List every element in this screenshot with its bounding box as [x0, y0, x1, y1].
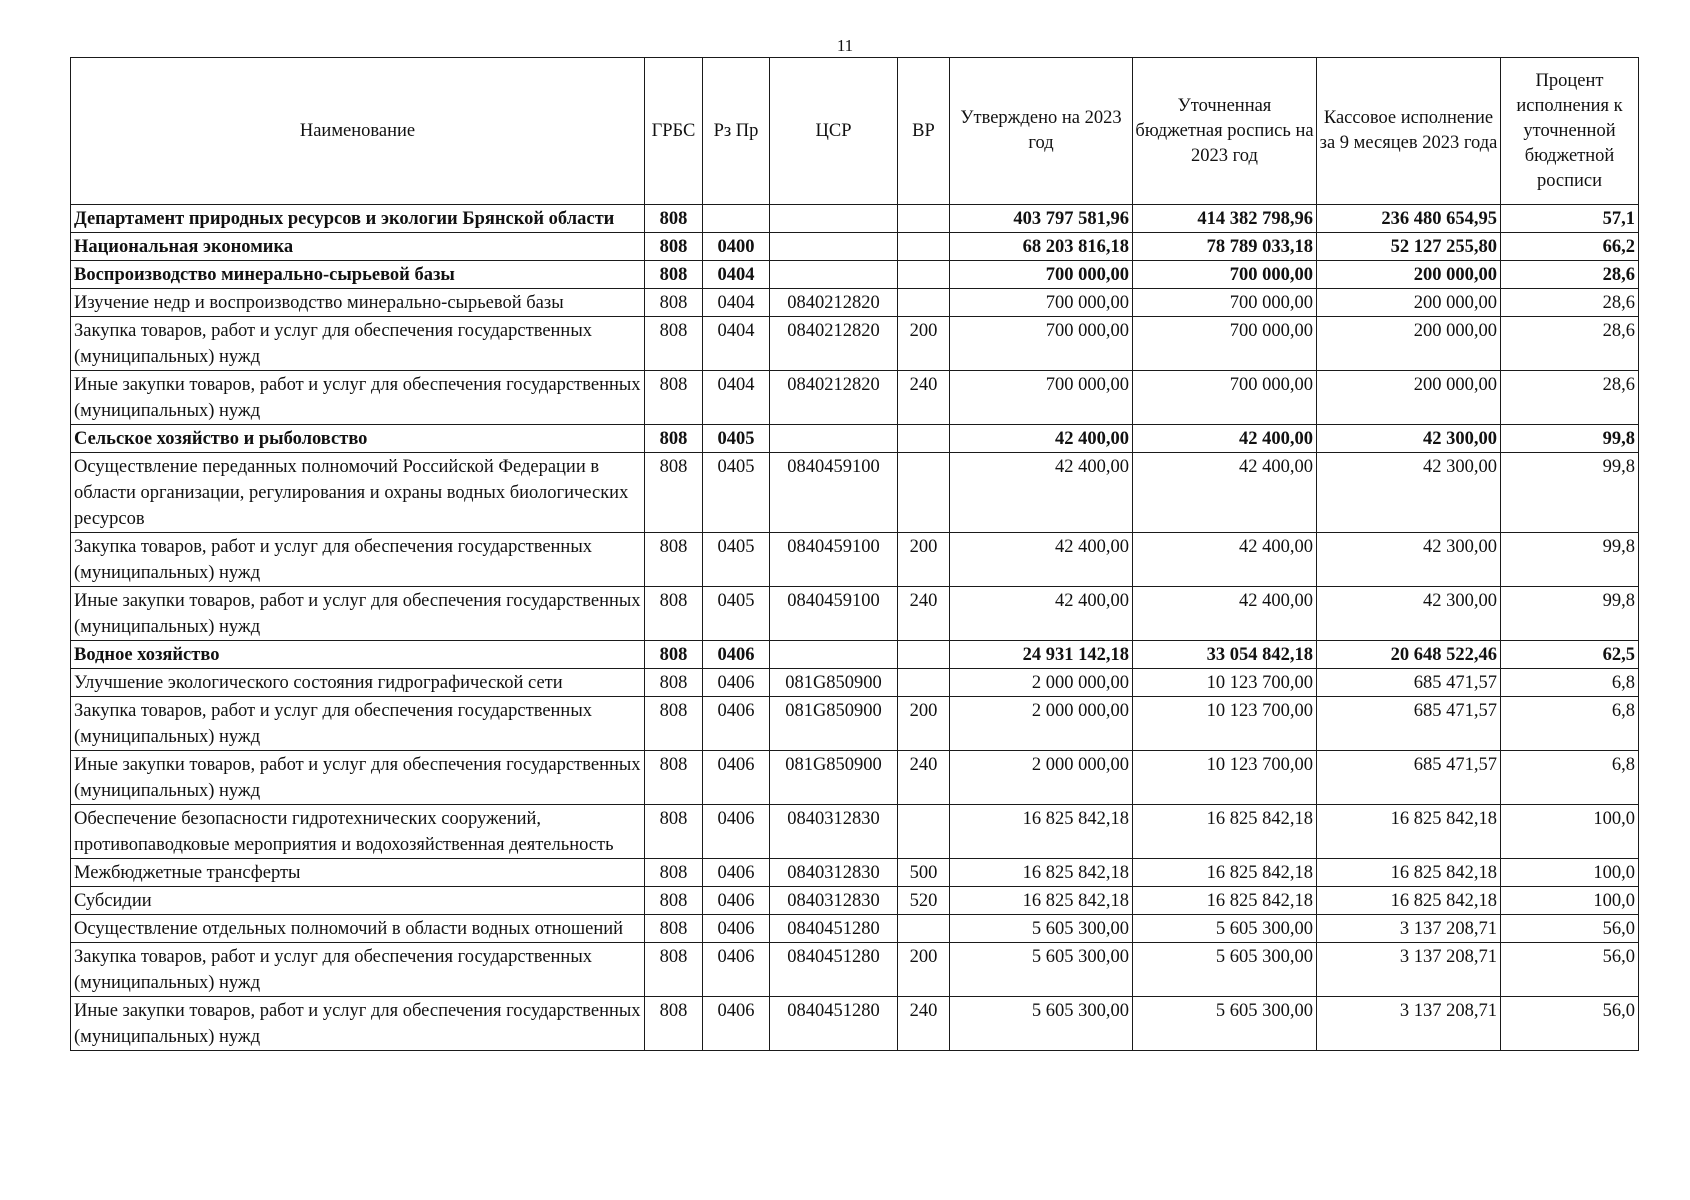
vr-cell [898, 425, 950, 453]
name-cell: Закупка товаров, работ и услуг для обеспечения государственных (муниципальных) нужд [71, 533, 645, 587]
grbs-cell: 808 [645, 233, 703, 261]
col-percent-header: Процент исполнения к уточненной бюджетной росписи [1501, 58, 1639, 205]
percent-cell: 6,8 [1501, 751, 1639, 805]
refined-cell: 42 400,00 [1133, 587, 1317, 641]
vr-cell: 520 [898, 887, 950, 915]
refined-cell: 5 605 300,00 [1133, 997, 1317, 1051]
csr-cell [770, 205, 898, 233]
approved-cell: 42 400,00 [950, 587, 1133, 641]
name-cell: Осуществление отдельных полномочий в области водных отношений [71, 915, 645, 943]
approved-cell: 2 000 000,00 [950, 669, 1133, 697]
vr-cell [898, 261, 950, 289]
percent-cell: 62,5 [1501, 641, 1639, 669]
grbs-cell: 808 [645, 371, 703, 425]
rzpr-cell: 0406 [703, 997, 770, 1051]
refined-cell: 700 000,00 [1133, 261, 1317, 289]
table-row [71, 669, 1639, 697]
cash-cell: 3 137 208,71 [1317, 915, 1501, 943]
vr-cell: 240 [898, 371, 950, 425]
name-cell: Иные закупки товаров, работ и услуг для обеспечения государственных (муниципальных) нужд [71, 371, 645, 425]
grbs-cell: 808 [645, 453, 703, 533]
vr-cell [898, 805, 950, 859]
rzpr-cell: 0405 [703, 453, 770, 533]
percent-cell: 100,0 [1501, 805, 1639, 859]
vr-cell: 200 [898, 533, 950, 587]
rzpr-cell: 0406 [703, 915, 770, 943]
refined-cell: 16 825 842,18 [1133, 887, 1317, 915]
csr-cell: 0840451280 [770, 997, 898, 1051]
percent-cell: 56,0 [1501, 943, 1639, 997]
refined-cell: 5 605 300,00 [1133, 915, 1317, 943]
name-cell: Сельское хозяйство и рыболовство [71, 425, 645, 453]
table-row [71, 805, 1639, 859]
csr-cell [770, 261, 898, 289]
col-grbs-header: ГРБС [645, 58, 703, 205]
refined-cell: 16 825 842,18 [1133, 859, 1317, 887]
grbs-cell: 808 [645, 887, 703, 915]
percent-cell: 56,0 [1501, 997, 1639, 1051]
csr-cell: 0840212820 [770, 371, 898, 425]
percent-cell: 99,8 [1501, 533, 1639, 587]
cash-cell: 52 127 255,80 [1317, 233, 1501, 261]
rzpr-cell: 0405 [703, 425, 770, 453]
table-row [71, 533, 1639, 587]
vr-cell [898, 233, 950, 261]
csr-cell: 0840459100 [770, 533, 898, 587]
table-row [71, 317, 1639, 371]
approved-cell: 5 605 300,00 [950, 915, 1133, 943]
grbs-cell: 808 [645, 943, 703, 997]
header-row [71, 58, 1639, 205]
approved-cell: 2 000 000,00 [950, 751, 1133, 805]
grbs-cell: 808 [645, 641, 703, 669]
table-body [71, 205, 1639, 1051]
rzpr-cell: 0406 [703, 669, 770, 697]
csr-cell: 0840459100 [770, 587, 898, 641]
vr-cell [898, 205, 950, 233]
approved-cell: 5 605 300,00 [950, 943, 1133, 997]
cash-cell: 42 300,00 [1317, 425, 1501, 453]
table-row [71, 887, 1639, 915]
csr-cell [770, 425, 898, 453]
refined-cell: 414 382 798,96 [1133, 205, 1317, 233]
csr-cell: 0840212820 [770, 289, 898, 317]
cash-cell: 200 000,00 [1317, 261, 1501, 289]
approved-cell: 5 605 300,00 [950, 997, 1133, 1051]
rzpr-cell: 0405 [703, 533, 770, 587]
cash-cell: 42 300,00 [1317, 587, 1501, 641]
refined-cell: 78 789 033,18 [1133, 233, 1317, 261]
refined-cell: 700 000,00 [1133, 317, 1317, 371]
csr-cell: 081G850900 [770, 669, 898, 697]
name-cell: Департамент природных ресурсов и экологии Брянской области [71, 205, 645, 233]
grbs-cell: 808 [645, 751, 703, 805]
rzpr-cell: 0406 [703, 805, 770, 859]
cash-cell: 200 000,00 [1317, 317, 1501, 371]
name-cell: Улучшение экологического состояния гидрографической сети [71, 669, 645, 697]
csr-cell: 0840451280 [770, 943, 898, 997]
rzpr-cell: 0406 [703, 697, 770, 751]
col-csr-header: ЦСР [770, 58, 898, 205]
approved-cell: 16 825 842,18 [950, 859, 1133, 887]
approved-cell: 700 000,00 [950, 371, 1133, 425]
col-cash-header: Кассовое исполнение за 9 месяцев 2023 года [1317, 58, 1501, 205]
cash-cell: 16 825 842,18 [1317, 887, 1501, 915]
refined-cell: 10 123 700,00 [1133, 751, 1317, 805]
rzpr-cell: 0400 [703, 233, 770, 261]
approved-cell: 16 825 842,18 [950, 887, 1133, 915]
vr-cell: 240 [898, 751, 950, 805]
vr-cell: 200 [898, 943, 950, 997]
name-cell: Иные закупки товаров, работ и услуг для обеспечения государственных (муниципальных) нужд [71, 751, 645, 805]
grbs-cell: 808 [645, 425, 703, 453]
table-row [71, 997, 1639, 1051]
cash-cell: 16 825 842,18 [1317, 859, 1501, 887]
approved-cell: 700 000,00 [950, 317, 1133, 371]
cash-cell: 20 648 522,46 [1317, 641, 1501, 669]
refined-cell: 5 605 300,00 [1133, 943, 1317, 997]
grbs-cell: 808 [645, 697, 703, 751]
table-row [71, 289, 1639, 317]
budget-table [70, 57, 1639, 1051]
name-cell: Иные закупки товаров, работ и услуг для обеспечения государственных (муниципальных) нужд [71, 587, 645, 641]
name-cell: Иные закупки товаров, работ и услуг для обеспечения государственных (муниципальных) нужд [71, 997, 645, 1051]
cash-cell: 685 471,57 [1317, 669, 1501, 697]
csr-cell: 0840459100 [770, 453, 898, 533]
grbs-cell: 808 [645, 859, 703, 887]
col-name-header: Наименование [71, 58, 645, 205]
grbs-cell: 808 [645, 669, 703, 697]
approved-cell: 16 825 842,18 [950, 805, 1133, 859]
vr-cell [898, 641, 950, 669]
grbs-cell: 808 [645, 915, 703, 943]
approved-cell: 403 797 581,96 [950, 205, 1133, 233]
percent-cell: 99,8 [1501, 587, 1639, 641]
grbs-cell: 808 [645, 289, 703, 317]
vr-cell [898, 669, 950, 697]
approved-cell: 700 000,00 [950, 289, 1133, 317]
rzpr-cell: 0406 [703, 641, 770, 669]
percent-cell: 57,1 [1501, 205, 1639, 233]
cash-cell: 200 000,00 [1317, 371, 1501, 425]
approved-cell: 42 400,00 [950, 453, 1133, 533]
grbs-cell: 808 [645, 805, 703, 859]
vr-cell: 200 [898, 697, 950, 751]
rzpr-cell: 0404 [703, 317, 770, 371]
csr-cell: 0840312830 [770, 887, 898, 915]
cash-cell: 16 825 842,18 [1317, 805, 1501, 859]
name-cell: Воспроизводство минерально-сырьевой базы [71, 261, 645, 289]
csr-cell: 0840212820 [770, 317, 898, 371]
approved-cell: 700 000,00 [950, 261, 1133, 289]
name-cell: Закупка товаров, работ и услуг для обеспечения государственных (муниципальных) нужд [71, 697, 645, 751]
vr-cell: 240 [898, 587, 950, 641]
refined-cell: 33 054 842,18 [1133, 641, 1317, 669]
cash-cell: 3 137 208,71 [1317, 997, 1501, 1051]
percent-cell: 100,0 [1501, 887, 1639, 915]
approved-cell: 68 203 816,18 [950, 233, 1133, 261]
rzpr-cell: 0404 [703, 289, 770, 317]
percent-cell: 100,0 [1501, 859, 1639, 887]
cash-cell: 685 471,57 [1317, 751, 1501, 805]
rzpr-cell: 0406 [703, 859, 770, 887]
cash-cell: 42 300,00 [1317, 533, 1501, 587]
cash-cell: 236 480 654,95 [1317, 205, 1501, 233]
approved-cell: 42 400,00 [950, 533, 1133, 587]
vr-cell [898, 915, 950, 943]
table-row [71, 751, 1639, 805]
cash-cell: 685 471,57 [1317, 697, 1501, 751]
name-cell: Национальная экономика [71, 233, 645, 261]
csr-cell: 081G850900 [770, 697, 898, 751]
col-vr-header: ВР [898, 58, 950, 205]
table-row [71, 943, 1639, 997]
percent-cell: 28,6 [1501, 261, 1639, 289]
name-cell: Субсидии [71, 887, 645, 915]
table-row [71, 587, 1639, 641]
col-refined-header: Уточненная бюджетная роспись на 2023 год [1133, 58, 1317, 205]
vr-cell: 240 [898, 997, 950, 1051]
table-row [71, 371, 1639, 425]
grbs-cell: 808 [645, 317, 703, 371]
cash-cell: 200 000,00 [1317, 289, 1501, 317]
rzpr-cell: 0406 [703, 943, 770, 997]
percent-cell: 28,6 [1501, 317, 1639, 371]
grbs-cell: 808 [645, 205, 703, 233]
name-cell: Изучение недр и воспроизводство минерально-сырьевой базы [71, 289, 645, 317]
vr-cell: 500 [898, 859, 950, 887]
table-row [71, 205, 1639, 233]
csr-cell [770, 641, 898, 669]
table-row [71, 453, 1639, 533]
table-row [71, 915, 1639, 943]
grbs-cell: 808 [645, 533, 703, 587]
vr-cell [898, 289, 950, 317]
vr-cell: 200 [898, 317, 950, 371]
rzpr-cell: 0406 [703, 887, 770, 915]
table-row [71, 425, 1639, 453]
refined-cell: 10 123 700,00 [1133, 669, 1317, 697]
refined-cell: 42 400,00 [1133, 453, 1317, 533]
name-cell: Водное хозяйство [71, 641, 645, 669]
refined-cell: 700 000,00 [1133, 371, 1317, 425]
percent-cell: 6,8 [1501, 697, 1639, 751]
percent-cell: 99,8 [1501, 425, 1639, 453]
name-cell: Закупка товаров, работ и услуг для обеспечения государственных (муниципальных) нужд [71, 317, 645, 371]
csr-cell [770, 233, 898, 261]
refined-cell: 16 825 842,18 [1133, 805, 1317, 859]
refined-cell: 42 400,00 [1133, 425, 1317, 453]
col-approved-header: Утверждено на 2023 год [950, 58, 1133, 205]
percent-cell: 28,6 [1501, 371, 1639, 425]
percent-cell: 28,6 [1501, 289, 1639, 317]
percent-cell: 56,0 [1501, 915, 1639, 943]
grbs-cell: 808 [645, 997, 703, 1051]
name-cell: Межбюджетные трансферты [71, 859, 645, 887]
rzpr-cell: 0404 [703, 261, 770, 289]
page-number: 11 [836, 36, 854, 55]
csr-cell: 0840312830 [770, 805, 898, 859]
rzpr-cell: 0404 [703, 371, 770, 425]
refined-cell: 10 123 700,00 [1133, 697, 1317, 751]
col-rzpr-header: Рз Пр [703, 58, 770, 205]
approved-cell: 24 931 142,18 [950, 641, 1133, 669]
table-row [71, 233, 1639, 261]
vr-cell [898, 453, 950, 533]
rzpr-cell: 0406 [703, 751, 770, 805]
table-row [71, 261, 1639, 289]
csr-cell: 0840312830 [770, 859, 898, 887]
grbs-cell: 808 [645, 587, 703, 641]
table-row [71, 641, 1639, 669]
cash-cell: 3 137 208,71 [1317, 943, 1501, 997]
rzpr-cell [703, 205, 770, 233]
approved-cell: 2 000 000,00 [950, 697, 1133, 751]
refined-cell: 700 000,00 [1133, 289, 1317, 317]
csr-cell: 081G850900 [770, 751, 898, 805]
table-header [71, 58, 1639, 205]
rzpr-cell: 0405 [703, 587, 770, 641]
approved-cell: 42 400,00 [950, 425, 1133, 453]
percent-cell: 99,8 [1501, 453, 1639, 533]
name-cell: Закупка товаров, работ и услуг для обеспечения государственных (муниципальных) нужд [71, 943, 645, 997]
grbs-cell: 808 [645, 261, 703, 289]
cash-cell: 42 300,00 [1317, 453, 1501, 533]
table-row [71, 697, 1639, 751]
percent-cell: 6,8 [1501, 669, 1639, 697]
table-row [71, 859, 1639, 887]
name-cell: Обеспечение безопасности гидротехнических сооружений, противопаводковые мероприятия и водохозяйственная деятельность [71, 805, 645, 859]
csr-cell: 0840451280 [770, 915, 898, 943]
percent-cell: 66,2 [1501, 233, 1639, 261]
name-cell: Осуществление переданных полномочий Российской Федерации в области организации, регулирования и охраны водных биологических ресурсов [71, 453, 645, 533]
refined-cell: 42 400,00 [1133, 533, 1317, 587]
